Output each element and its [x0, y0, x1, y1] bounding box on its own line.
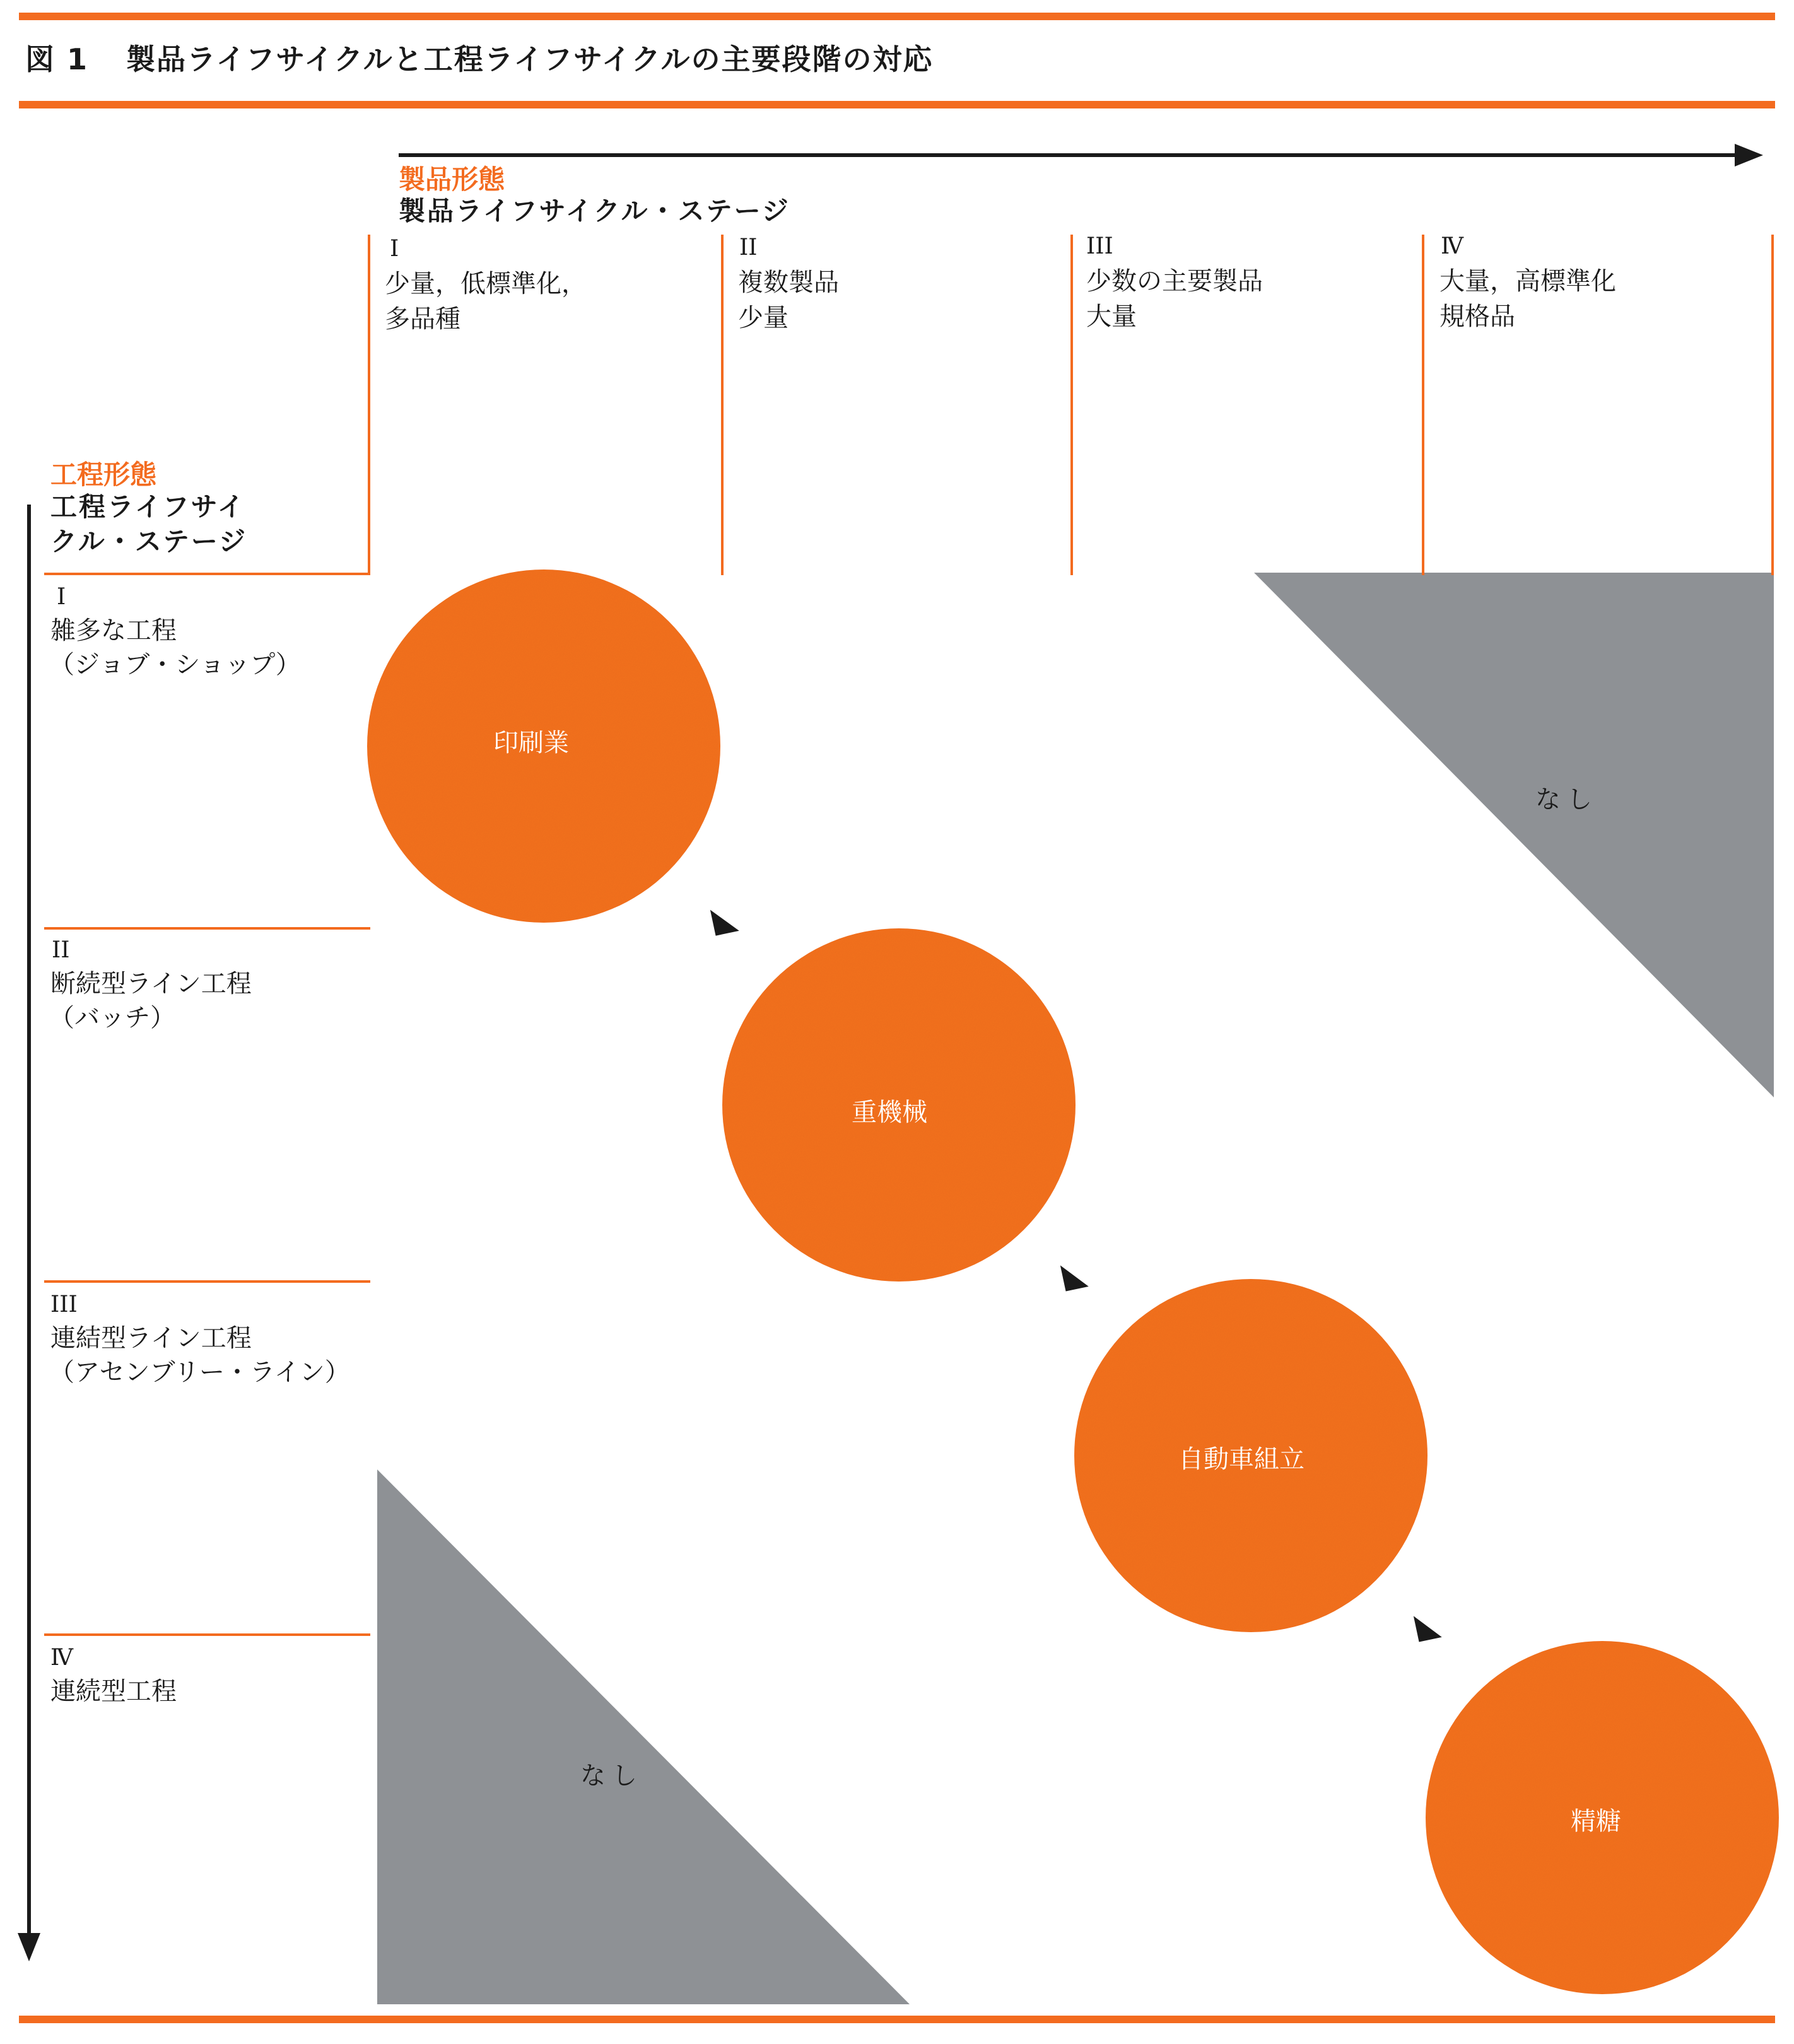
column-3-line1: 少数の主要製品 [1086, 267, 1263, 296]
triangle-none-bottom-left [377, 1469, 910, 2004]
row-1-line2: （ジョブ・ショップ） [49, 650, 301, 679]
row-2-line1: 断続型ライン工程 [50, 969, 252, 998]
row-1-line1: 雑多な工程 [50, 616, 177, 645]
row-3-line2: （アセンブリー・ライン） [49, 1358, 350, 1387]
column-2-roman: II [739, 235, 758, 260]
triangle-label-top-right: なし [1535, 785, 1598, 814]
row-2-line2: （バッチ） [49, 1003, 175, 1032]
column-1-roman: I [390, 236, 399, 262]
row-2-roman: II [52, 937, 70, 963]
column-4-line1: 大量，高標準化 [1439, 267, 1616, 296]
columns-header-sublabel: 製品ライフサイクル・ステージ [399, 196, 790, 226]
figure-title-text: 製品ライフサイクルと工程ライフサイクルの主要段階の対応 [126, 42, 934, 76]
column-4-line2: 規格品 [1439, 302, 1515, 331]
circle-label-printing: 印刷業 [493, 728, 569, 757]
rows-header-sublabel-line2: クル・ステージ [50, 526, 248, 557]
row-divider-1 [44, 573, 370, 575]
row-3-line1: 連結型ライン工程 [50, 1324, 252, 1353]
diagonal-arrowhead-2 [1060, 1261, 1089, 1292]
figure-number: 図 1 [25, 42, 89, 76]
column-divider-5 [1771, 235, 1774, 575]
diagonal-arrowhead-3 [1414, 1611, 1442, 1642]
column-1-line1: 少量，低標準化， [385, 269, 587, 298]
circle-label-auto-assembly: 自動車組立 [1178, 1445, 1304, 1474]
row-4-line1: 連続型工程 [50, 1677, 177, 1706]
column-3-roman: III [1086, 233, 1113, 259]
column-3-line2: 大量 [1086, 302, 1137, 331]
row-1-roman: I [57, 584, 66, 610]
row-divider-3 [44, 1280, 370, 1283]
column-divider-2 [721, 235, 724, 575]
diagonal-arrowhead-1 [710, 905, 739, 936]
product-axis-arrowhead [1735, 144, 1763, 166]
column-divider-1 [368, 235, 370, 575]
row-3-roman: III [50, 1292, 78, 1317]
column-4-roman: Ⅳ [1441, 233, 1463, 259]
row-divider-2 [44, 927, 370, 930]
column-2-line1: 複数製品 [738, 268, 839, 297]
column-1-line2: 多品種 [385, 305, 460, 334]
row-4-roman: Ⅳ [50, 1645, 73, 1671]
column-2-line2: 少量 [738, 303, 789, 332]
circle-label-sugar-refining: 精糖 [1571, 1807, 1621, 1836]
column-divider-4 [1422, 235, 1424, 575]
rows-header-label: 工程形態 [50, 459, 157, 490]
circle-label-heavy-machinery: 重機械 [852, 1098, 927, 1127]
row-divider-4 [44, 1633, 370, 1636]
column-divider-3 [1070, 235, 1073, 575]
triangle-none-top-right [1254, 573, 1774, 1097]
columns-header-label: 製品形態 [399, 164, 505, 195]
process-axis-arrowhead [18, 1933, 40, 1961]
triangle-label-bottom-left: なし [580, 1761, 643, 1790]
rows-header-sublabel-line1: 工程ライフサイ [50, 491, 246, 522]
